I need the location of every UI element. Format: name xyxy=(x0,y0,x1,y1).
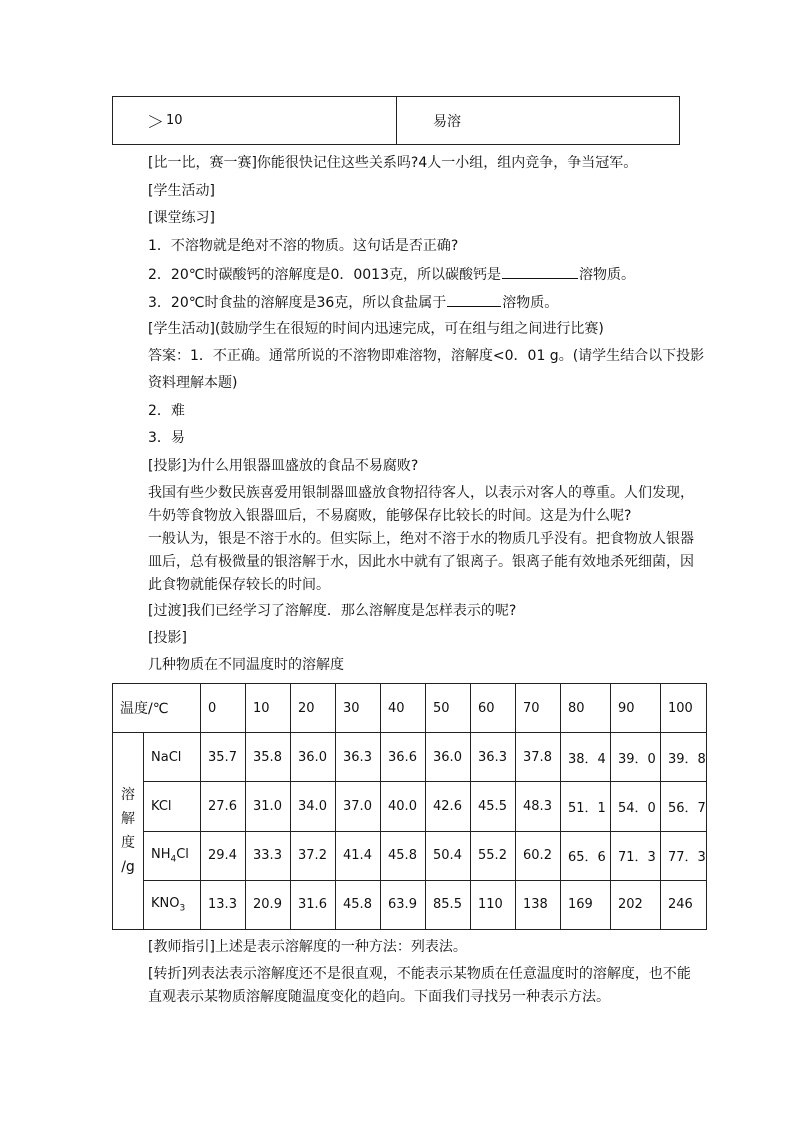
paragraph-silver-explanation: 一般认为，银是不溶于水的。但实际上，绝对不溶于水的物质几乎没有。把食物放人银器皿后，总有极微量的银溶解于水，因此水中就有了银离子。银离子能有效地杀死细菌，因此食物就能保存较长的时间。 xyxy=(148,531,694,593)
value-cell: 36.3 xyxy=(471,733,516,782)
table-row-kno3 xyxy=(113,880,707,929)
answer-1-continued: 资料理解本题) xyxy=(148,375,238,391)
value-cell: 110 xyxy=(471,880,516,929)
value-cell: 29.4 xyxy=(201,831,246,880)
value-cell: 50.4 xyxy=(426,831,471,880)
temp-cell: 10 xyxy=(246,684,291,733)
temp-cell: 20 xyxy=(291,684,336,733)
activity-2: [学生活动](鼓励学生在很短的时间内迅速完成，可在组与组之间进行比赛) xyxy=(148,321,604,337)
value-cell: 54．0 xyxy=(611,782,661,831)
value-cell: 38．4 xyxy=(561,733,611,782)
greater-than-symbol: ＞ xyxy=(147,113,164,133)
solubility-threshold-cell xyxy=(113,97,397,144)
value-cell: 39．8 xyxy=(661,733,707,782)
value-cell: 36.3 xyxy=(336,733,381,782)
question-3 xyxy=(148,292,558,313)
solubility-unit-label: 溶 解 度 /g xyxy=(113,733,144,930)
question-2-text: 2．20℃时碳酸钙的溶解度是0．0013克，所以碳酸钙是 xyxy=(148,267,501,283)
question-2-suffix: 溶物质。 xyxy=(578,267,635,283)
answer-1: 答案：1．不正确。通常所说的不溶物即难溶物，溶解度<0．01 g。(请学生结合以下投影 xyxy=(148,348,705,364)
question-3-suffix: 溶物质。 xyxy=(502,295,559,311)
value-cell: 71．3 xyxy=(611,831,661,880)
value-cell: 37.8 xyxy=(516,733,561,782)
projection-question: [投影]为什么用银器皿盛放的食品不易腐败? xyxy=(148,458,419,474)
value-cell: 34.0 xyxy=(291,782,336,831)
value-cell: 35.8 xyxy=(246,733,291,782)
solubility-class-label: 易溶 xyxy=(433,113,461,130)
value-cell: 56．7 xyxy=(661,782,707,831)
table-row-kcl xyxy=(113,782,707,831)
table-title: 几种物质在不同温度时的溶解度 xyxy=(148,657,344,673)
temp-cell: 40 xyxy=(381,684,426,733)
temp-cell: 80 xyxy=(561,684,611,733)
solubility-table xyxy=(112,683,707,930)
value-cell: 202 xyxy=(611,880,661,929)
exercise-heading: [课堂练习] xyxy=(148,210,215,226)
substance-name: NaCl xyxy=(144,733,201,782)
value-cell: 169 xyxy=(561,880,611,929)
paragraph-silver-custom: 我国有些少数民族喜爱用银制器皿盛放食物招待客人，以表示对客人的尊重。人们发现，牛奶等食物放入银器皿后，不易腐败，能够保存比较长的时间。这是为什么呢? xyxy=(148,485,694,524)
student-activity-heading: [学生活动] xyxy=(148,183,215,199)
temp-cell: 0 xyxy=(201,684,246,733)
answer-3: 3．易 xyxy=(148,430,185,446)
value-cell: 36.0 xyxy=(291,733,336,782)
temp-cell: 30 xyxy=(336,684,381,733)
value-cell: 31.6 xyxy=(291,880,336,929)
value-cell: 36.6 xyxy=(381,733,426,782)
value-cell: 13.3 xyxy=(201,880,246,929)
value-cell: 60.2 xyxy=(516,831,561,880)
projection-heading: [投影] xyxy=(148,630,187,646)
substance-name: $NH_4Cl$ xyxy=(144,831,201,880)
question-3-text: 3．20℃时食盐的溶解度是36克，所以食盐属于 xyxy=(148,295,447,311)
question-2 xyxy=(148,264,635,285)
value-cell: 63.9 xyxy=(381,880,426,929)
turn-paragraph: [转折]列表法表示溶解度还不是很直观，不能表示某物质在任意温度时的溶解度，也不能直观表示某物质溶解度随温度变化的趋向。下面我们寻找另一种表示方法。 xyxy=(148,966,691,1005)
temp-cell: 100 xyxy=(661,684,707,733)
threshold-value: 10 xyxy=(166,113,183,128)
value-cell: 42.6 xyxy=(426,782,471,831)
question-2-blank xyxy=(502,264,578,279)
value-cell: 20.9 xyxy=(246,880,291,929)
question-3-blank xyxy=(447,292,501,307)
value-cell: 55.2 xyxy=(471,831,516,880)
compete-line: [比一比，赛一赛]你能很快记住这些关系吗?4人一小组，组内竞争，争当冠军。 xyxy=(148,155,638,171)
value-cell: 48.3 xyxy=(516,782,561,831)
value-cell: 65．6 xyxy=(561,831,611,880)
substance-name: KCl xyxy=(144,782,201,831)
table-row-nh4cl xyxy=(113,831,707,880)
value-cell: 36.0 xyxy=(426,733,471,782)
temperature-header: 温度/℃ xyxy=(113,684,201,733)
value-cell: 40.0 xyxy=(381,782,426,831)
table-header-row xyxy=(113,684,707,733)
transition-line: [过渡]我们已经学习了溶解度．那么溶解度是怎样表示的呢? xyxy=(148,603,517,619)
substance-name: $KNO_3$ xyxy=(144,880,201,929)
temp-cell: 50 xyxy=(426,684,471,733)
value-cell: 39．0 xyxy=(611,733,661,782)
solubility-class-table xyxy=(112,96,680,145)
value-cell: 138 xyxy=(516,880,561,929)
solubility-class-cell xyxy=(397,97,679,144)
value-cell: 51．1 xyxy=(561,782,611,831)
value-cell: 37.2 xyxy=(291,831,336,880)
value-cell: 35.7 xyxy=(201,733,246,782)
table-row-nacl xyxy=(113,733,707,782)
value-cell: 45.8 xyxy=(336,880,381,929)
value-cell: 45.8 xyxy=(381,831,426,880)
value-cell: 45.5 xyxy=(471,782,516,831)
value-cell: 27.6 xyxy=(201,782,246,831)
answer-2: 2．难 xyxy=(148,403,185,419)
value-cell: 85.5 xyxy=(426,880,471,929)
value-cell: 246 xyxy=(661,880,707,929)
temp-cell: 60 xyxy=(471,684,516,733)
temp-cell: 70 xyxy=(516,684,561,733)
value-cell: 33.3 xyxy=(246,831,291,880)
value-cell: 37.0 xyxy=(336,782,381,831)
temp-cell: 90 xyxy=(611,684,661,733)
teacher-guide: [教师指引]上述是表示溶解度的一种方法：列表法。 xyxy=(148,939,467,955)
value-cell: 31.0 xyxy=(246,782,291,831)
value-cell: 77．3 xyxy=(661,831,707,880)
question-1: 1．不溶物就是绝对不溶的物质。这句话是否正确? xyxy=(148,238,459,254)
value-cell: 41.4 xyxy=(336,831,381,880)
